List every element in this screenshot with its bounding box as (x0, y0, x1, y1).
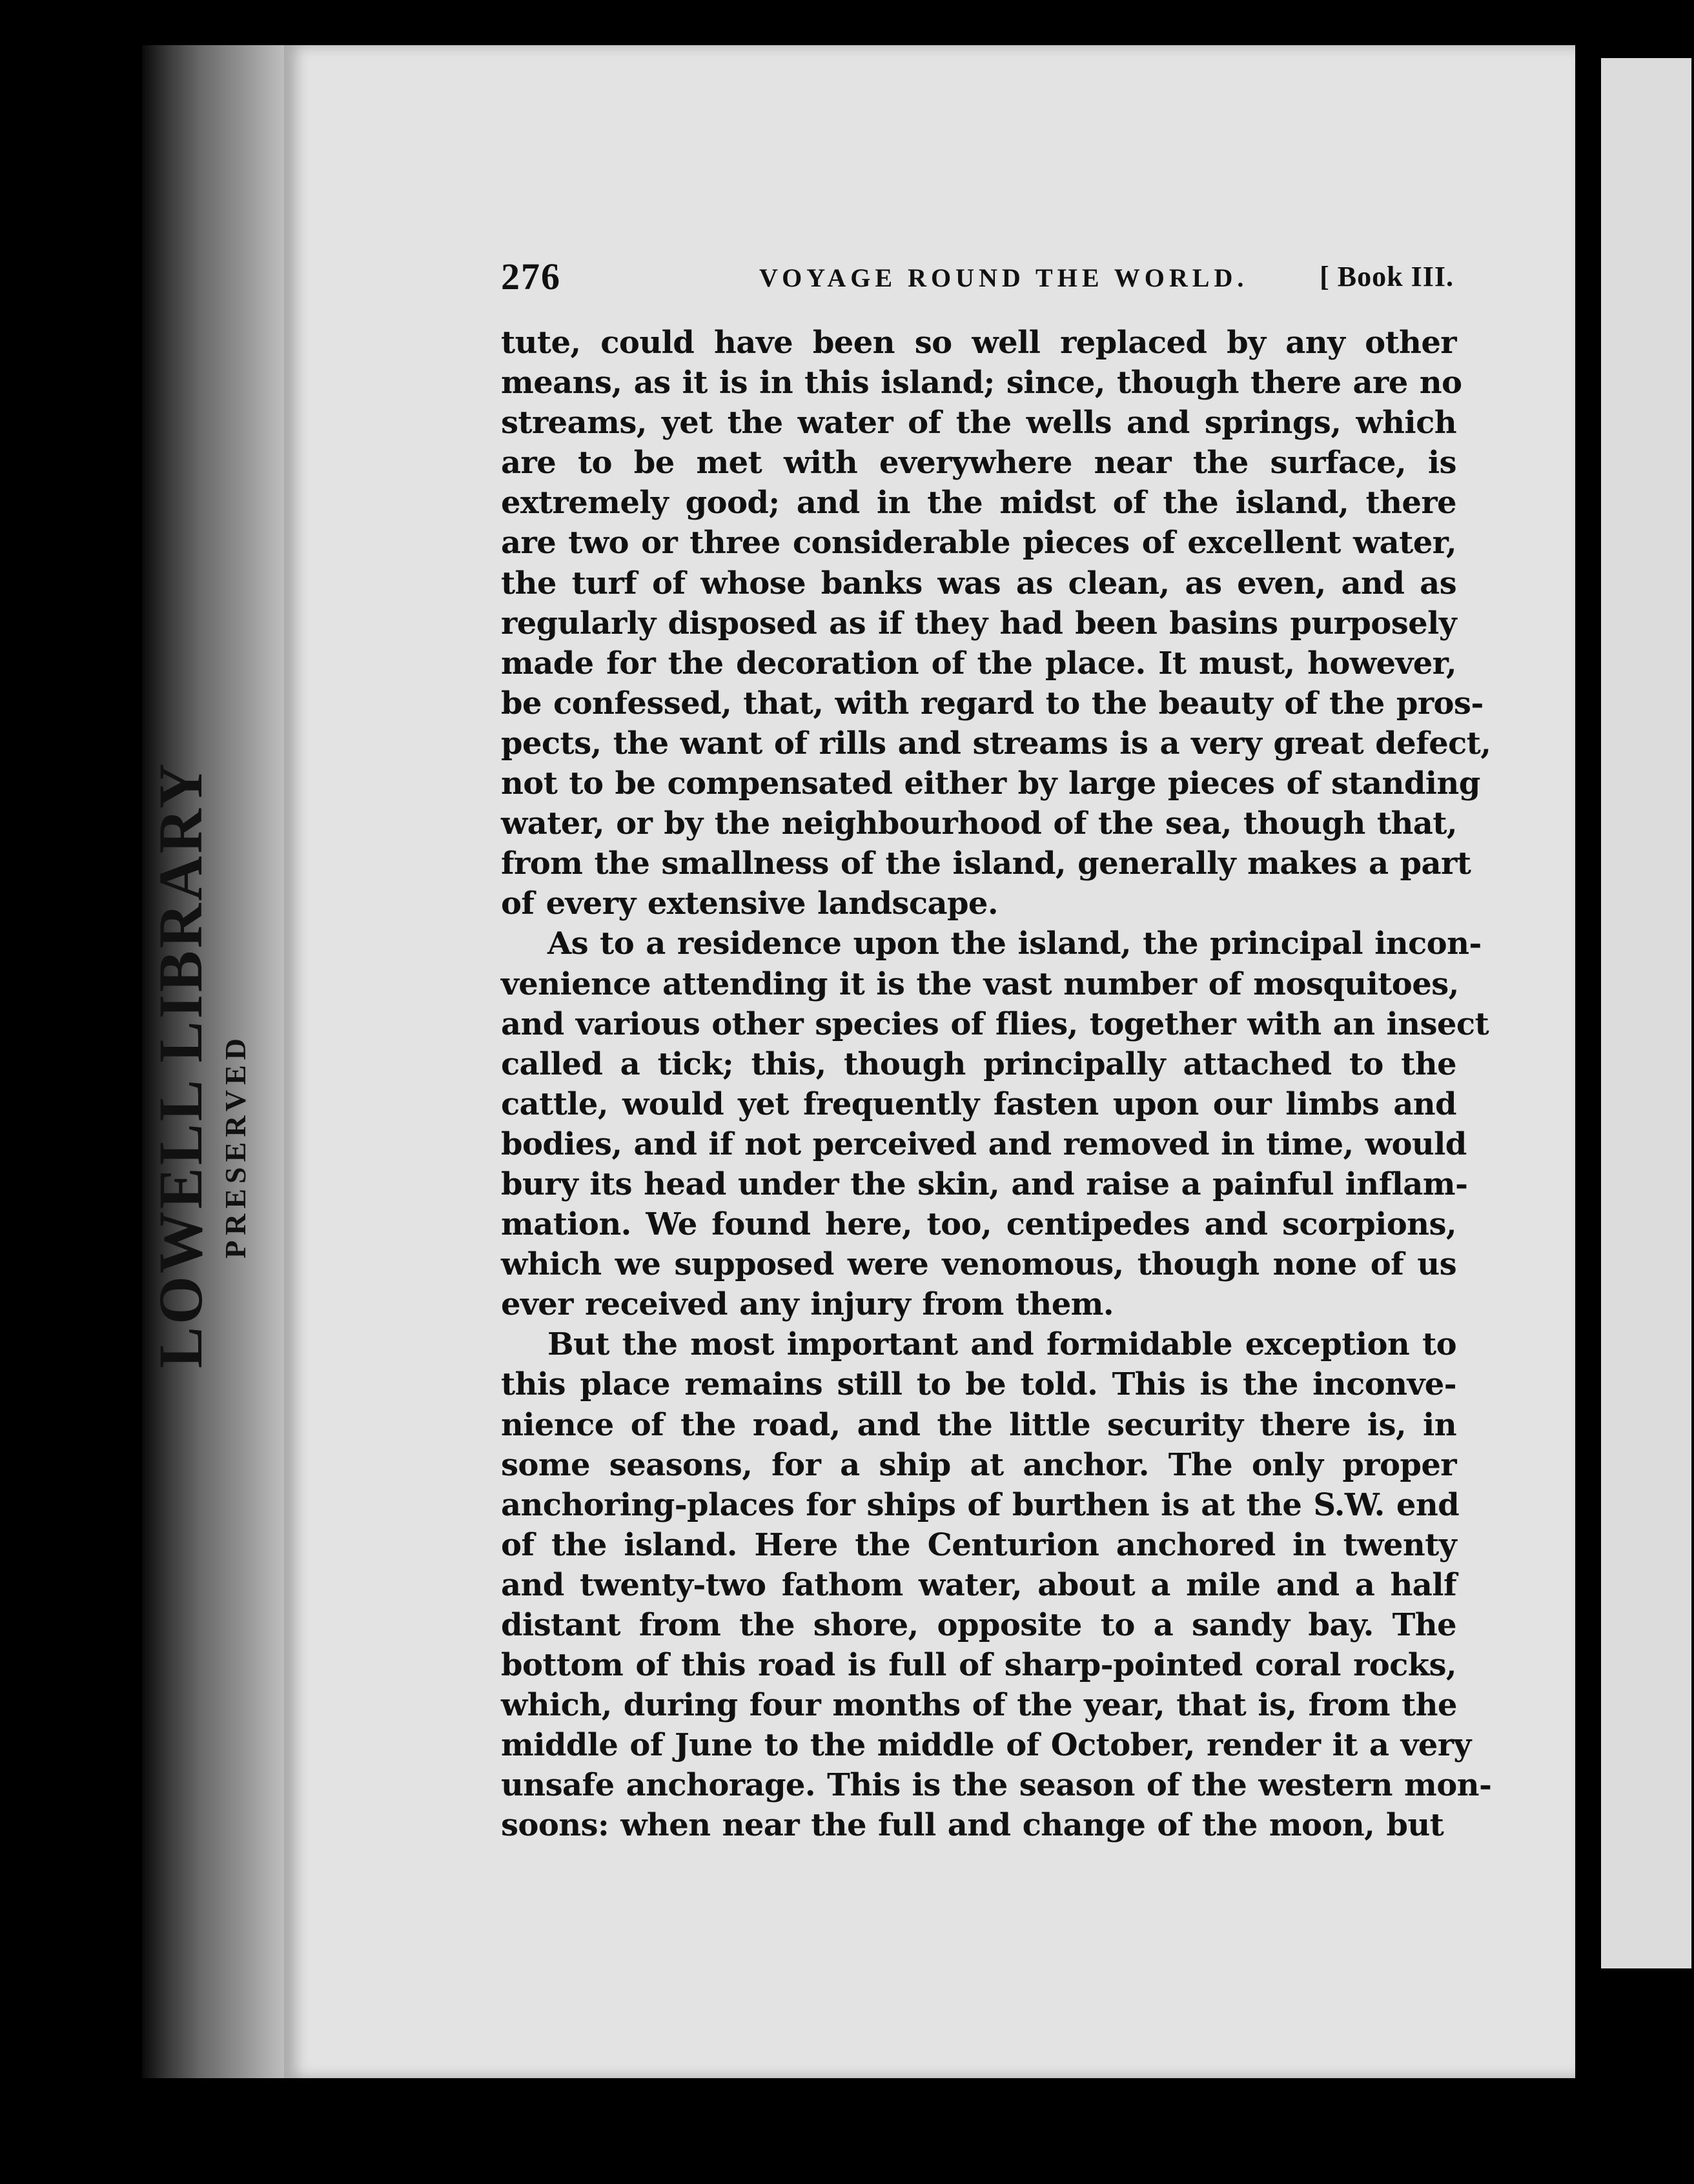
text-line: nience of the road, and the little security there is, in (501, 1406, 1456, 1443)
stamp-line-2: PRESERVED (219, 1033, 252, 1259)
text-line: ever received any injury from them. (501, 1286, 1114, 1323)
text-line: extremely good; and in the midst of the island, there (501, 485, 1456, 521)
text-line: called a tick; this, though principally attached to the (501, 1046, 1456, 1082)
library-stamp (145, 761, 268, 1368)
text-line: some seasons, for a ship at anchor. The only proper (501, 1446, 1456, 1483)
text-line: this place remains still to be told. This is the inconve- (501, 1366, 1456, 1403)
book-reference: [ Book III. (1320, 261, 1454, 292)
text-line: mation. We found here, too, centipedes and scorpions, (501, 1206, 1456, 1243)
text-line: bury its head under the skin, and raise a painful inflam- (501, 1166, 1468, 1202)
text-line: made for the decoration of the place. It must, however, (501, 645, 1456, 682)
page-header (501, 255, 1454, 307)
text-line: But the most important and formidable exception to (547, 1326, 1456, 1363)
text-line: not to be compensated either by large pieces of standing (501, 765, 1480, 802)
text-line: are to be met with everywhere near the surface, is (501, 445, 1456, 481)
text-line: cattle, would yet frequently fasten upon our limbs and (501, 1086, 1456, 1122)
text-line: As to a residence upon the island, the principal incon- (547, 925, 1482, 962)
text-line: bodies, and if not perceived and removed in time, would (501, 1126, 1467, 1162)
text-line: means, as it is in this island; since, though there are no (501, 365, 1462, 401)
text-line: pects, the want of rills and streams is a very great defect, (501, 725, 1491, 762)
text-line: regularly disposed as if they had been basins purposely (501, 605, 1456, 642)
adjacent-page-edge (1595, 58, 1691, 1968)
text-line: the turf of whose banks was as clean, as even, and as (501, 565, 1456, 602)
text-line: tute, could have been so well replaced by any other (501, 325, 1456, 361)
text-line: which we supposed were venomous, though none of us (501, 1246, 1456, 1283)
text-line: and twenty-two fathom water, about a mile and a half (501, 1566, 1456, 1603)
text-line: bottom of this road is full of sharp-pointed coral rocks, (501, 1647, 1456, 1684)
text-line: and various other species of flies, together with an insect (501, 1006, 1489, 1042)
text-line: distant from the shore, opposite to a sandy bay. The (501, 1607, 1456, 1643)
text-line: middle of June to the middle of October, render it a very (501, 1727, 1471, 1764)
paragraph (501, 1324, 1492, 1845)
text-line: unsafe anchorage. This is the season of the western mon- (501, 1767, 1492, 1804)
text-line: are two or three considerable pieces of excellent water, (501, 525, 1456, 561)
text-line: soons: when near the full and change of the moon, but (501, 1807, 1444, 1844)
text-line: of the island. Here the Centurion anchored in twenty (501, 1526, 1456, 1563)
running-title: VOYAGE ROUND THE WORLD. (759, 263, 1249, 292)
stamp-line-1: LOWELL LIBRARY (146, 761, 215, 1368)
text-line: anchoring-places for ships of burthen is at the S.W. end (501, 1486, 1460, 1523)
page-number: 276 (501, 256, 561, 298)
text-line: streams, yet the water of the wells and springs, which (501, 405, 1456, 441)
text-line: venience attending it is the vast number of mosquitoes, (501, 966, 1459, 1002)
text-line: be confessed, that, with regard to the beauty of the pros- (501, 685, 1484, 722)
text-line: water, or by the neighbourhood of the sea, though that, (501, 805, 1457, 842)
text-line: of every extensive landscape. (501, 885, 998, 922)
paragraph (501, 323, 1491, 924)
text-line: which, during four months of the year, that is, from the (501, 1687, 1457, 1724)
text-line: from the smallness of the island, generally makes a part (501, 845, 1471, 882)
body-text (501, 323, 1492, 1846)
paragraph (501, 924, 1489, 1324)
